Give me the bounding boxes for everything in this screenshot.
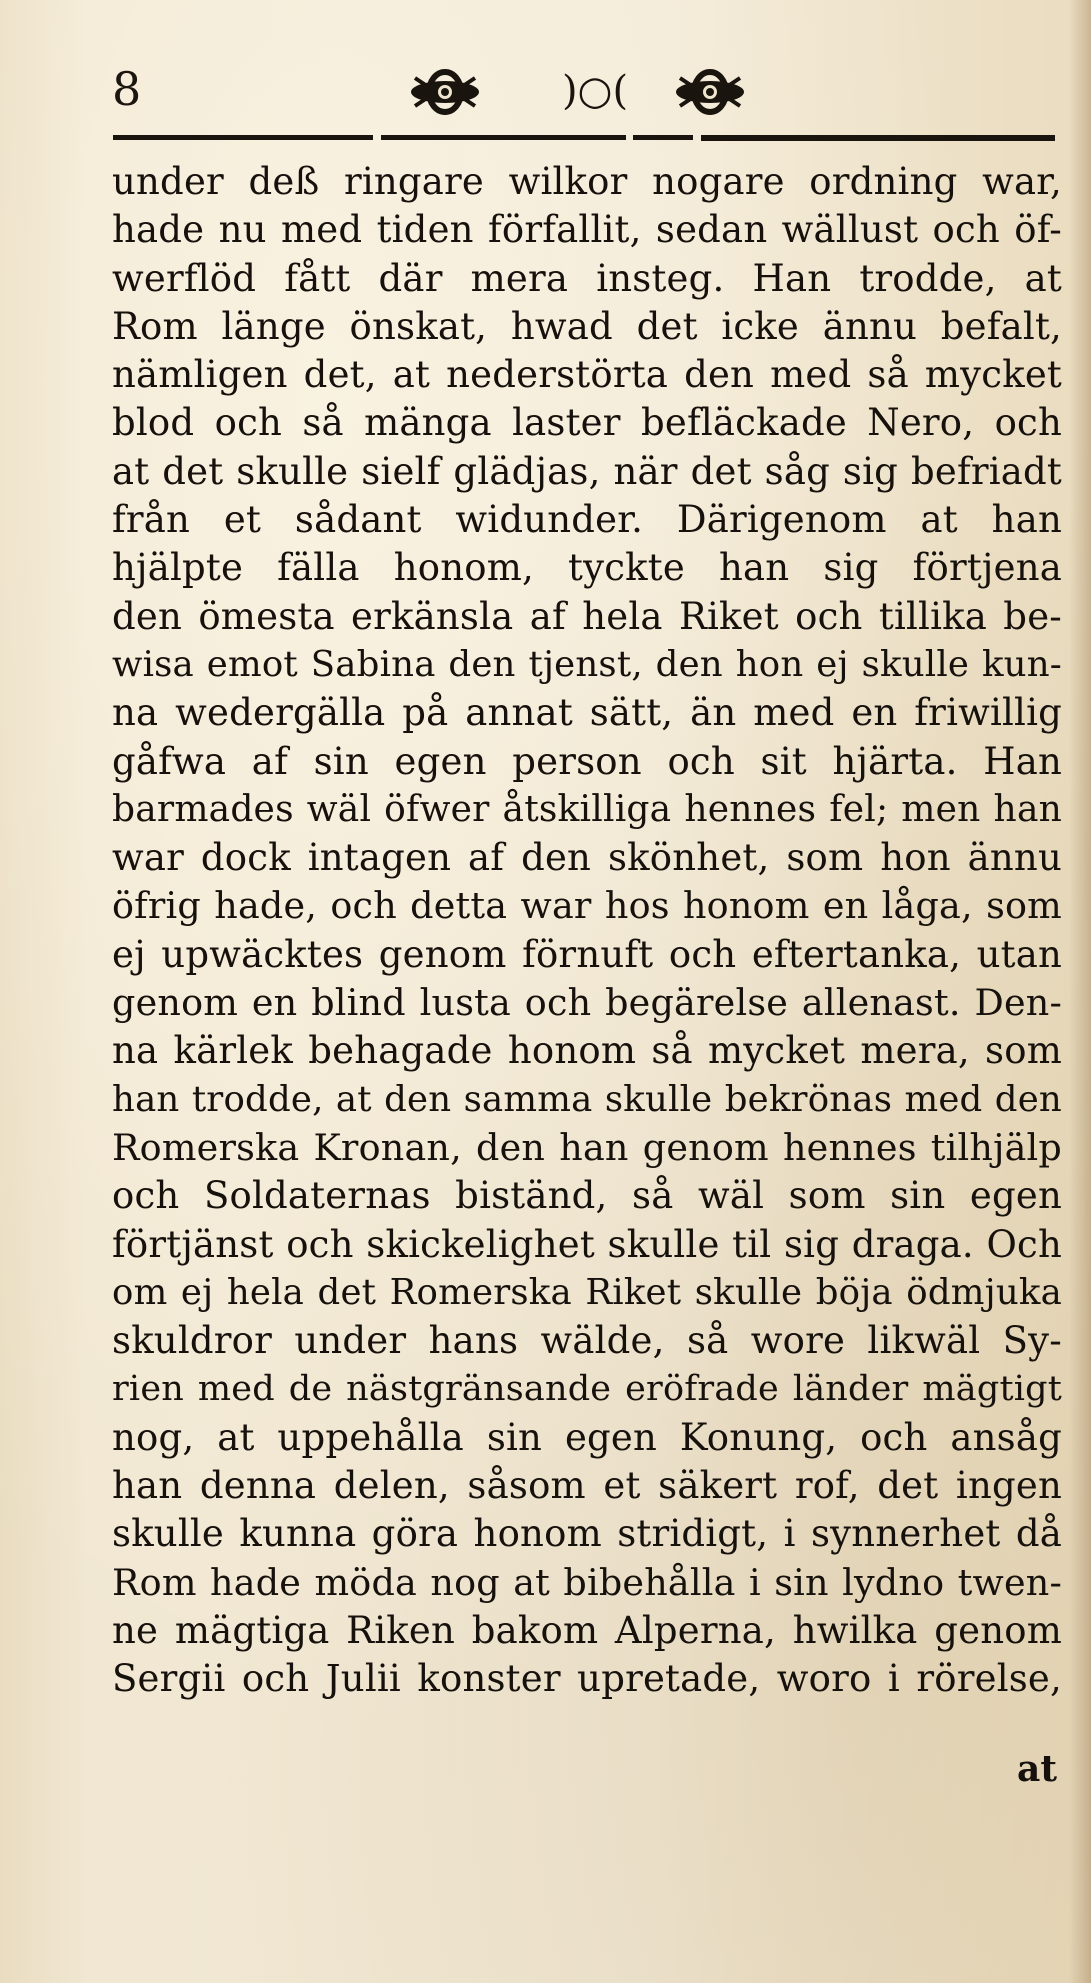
header-rule [113,134,1055,142]
text-line: Rom hade möda nog at bibehålla i sin lydno twen- [112,1560,1062,1604]
text-line: ne mägtiga Riken bakom Alperna, hwilka genom [112,1608,1062,1652]
text-line: och Soldaternas biständ, så wäl som sin egen [112,1174,1062,1218]
text-line: Rom länge önskat, hwad det icke ännu befalt, [112,304,1062,348]
text-line: nämligen det, at nederstörta den med så mycket [112,353,1062,397]
text-line: nog, at uppehålla sin egen Konung, och ansåg [112,1415,1062,1459]
text-line: na kärlek behagade honom så mycket mera, som [112,1029,1062,1073]
catchword: at [1017,1748,1057,1790]
text-line: Romerska Kronan, den han genom hennes tilhjälp [112,1125,1062,1169]
text-line: rien med de nästgränsande eröfrade länder mägtigt [112,1369,1062,1410]
text-line: om ej hela det Romerska Riket skulle böja ödmjuka [112,1271,1062,1313]
left-flower-ornament-icon [411,72,479,112]
header-ornament-center: )○( [561,68,629,114]
text-line: barmades wäl öfwer åtskilliga hennes fel; men han [112,788,1062,830]
text-line: under deß ringare wilkor nogare ordning war, [112,160,1062,203]
text-line: han denna delen, såsom et säkert rof, det ingen [112,1464,1062,1508]
text-line: den ömesta erkänsla af hela Riket och tillika be- [112,594,1062,638]
text-line: werflöd fått där mera insteg. Han trodde, at [112,256,1062,300]
text-line: na wedergälla på annat sätt, än med en friwillig [112,691,1062,735]
text-line: at det skulle sielf glädjas, när det såg sig befriadt [112,449,1062,493]
right-flower-ornament-icon [676,72,744,112]
text-line: blod och så mänga laster befläckade Nero, och [112,401,1062,445]
text-line: öfrig hade, och detta war hos honom en låga, som [112,884,1062,928]
text-line: Sergii och Julii konster upretade, woro i rörelse, [112,1657,1062,1701]
text-line: från et sådant widunder. Därigenom at han [112,498,1062,542]
text-line: gåfwa af sin egen person och sit hjärta. Han [112,739,1062,783]
text-line: war dock intagen af den skönhet, som hon ännu [112,836,1062,880]
header-ornament [405,60,785,120]
page-edge-shadow [1069,0,1091,1983]
text-line: hade nu med tiden förfallit, sedan wällust och öf- [112,208,1062,252]
text-line: skulle kunna göra honom stridigt, i synnerhet då [112,1512,1062,1556]
text-line: förtjänst och skickelighet skulle til sig draga. Och [112,1222,1062,1266]
text-line: han trodde, at den samma skulle bekrönas med den [112,1078,1062,1120]
body-text [112,158,1062,1704]
text-line: ej upwäcktes genom förnuft och eftertanka, utan [112,932,1062,976]
text-line: genom en blind lusta och begärelse allenast. Den- [112,981,1062,1025]
text-line: hjälpte fälla honom, tyckte han sig förtjena [112,546,1062,590]
text-line: wisa emot Sabina den tjenst, den hon ej skulle kun- [112,643,1062,685]
text-line: skuldror under hans wälde, så wore likwäl Sy- [112,1319,1062,1363]
page-number: 8 [112,62,142,116]
